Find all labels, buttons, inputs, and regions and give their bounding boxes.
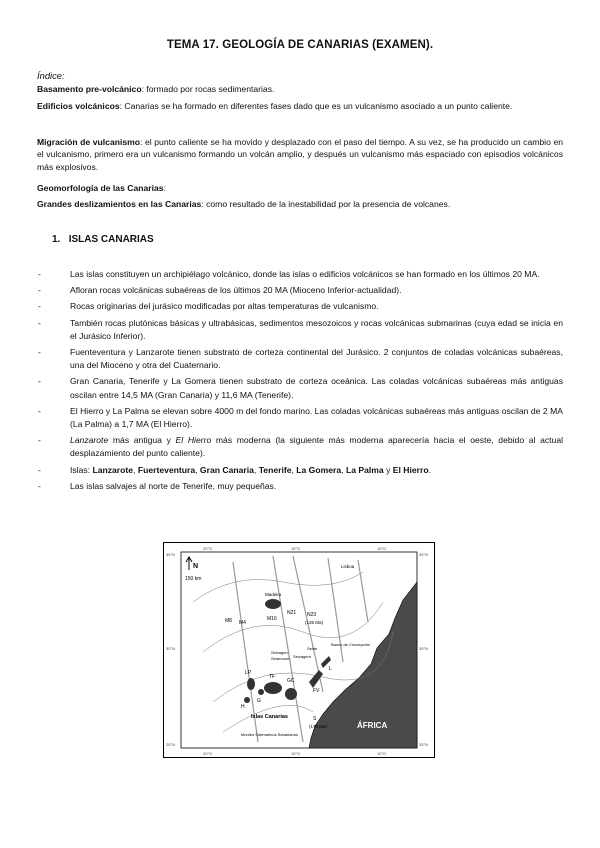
island-name: El Hierro xyxy=(392,464,429,475)
map-label: FV xyxy=(313,688,320,694)
madeira-island xyxy=(265,599,281,609)
map-label: Seamount xyxy=(271,656,290,661)
dash-marker: - xyxy=(38,464,41,475)
index-term: Grandes deslizamientos en las Canarias xyxy=(37,199,202,209)
index-term: Basamento pre-volcánico xyxy=(37,84,142,94)
map-label: Selvagen xyxy=(271,650,288,655)
index-term: Geomorfología de las Canarias xyxy=(37,183,164,193)
separator: , xyxy=(195,464,200,475)
lat-label: 30°N xyxy=(419,646,428,651)
island-gran-canaria xyxy=(285,688,297,700)
scale-label: 150 km xyxy=(185,576,202,582)
list-item xyxy=(37,284,563,297)
index-term: Edificios volcánicos xyxy=(37,101,120,111)
list-item-text: El Hierro y La Palma se elevan sobre 4000 m del fondo marino. Las coladas volcánicas subaéreas más antiguas oscilan de 2 MA (La Palma) a 1,7 MA (El Hierro). xyxy=(70,405,563,430)
map-label: Banco de Concepción xyxy=(331,642,371,647)
map-label: Selvagem xyxy=(293,654,311,659)
list-item xyxy=(37,375,563,401)
index-text: : formado por rocas sedimentarias. xyxy=(141,84,275,94)
list-item-text: más antigua y xyxy=(108,435,176,446)
list-item xyxy=(37,464,563,477)
africa-label: ÁFRICA xyxy=(357,721,388,730)
dash-marker: - xyxy=(38,301,41,312)
montes-label: Montes Submarinos Saharianos xyxy=(241,732,298,737)
dash-marker: - xyxy=(38,347,41,358)
island-name: Lanzarote xyxy=(70,435,109,446)
map-label: Lisboa xyxy=(341,564,355,569)
list-item xyxy=(37,317,563,343)
island-el-hierro xyxy=(244,697,250,703)
index-text: : Canarias se ha formado en diferentes fases dado que es un vulcanismo asociado a un punto caliente. xyxy=(119,101,513,111)
map-label: (135 Ma) xyxy=(305,620,324,625)
map-label: Madeira xyxy=(265,592,282,597)
separator: , xyxy=(341,464,346,475)
list-item xyxy=(37,434,563,460)
island-la-palma xyxy=(247,678,255,690)
index-item-migracion xyxy=(37,136,563,173)
map-label: S xyxy=(313,716,317,722)
section-title: ISLAS CANARIAS xyxy=(68,234,154,245)
map-label: L xyxy=(329,666,332,672)
index-label-text: Índice: xyxy=(37,70,65,81)
map-label: H xyxy=(241,704,245,710)
list-item-text: más moderna (la siguiente más moderna aparecería hacia el oeste, debido al actual desplazamiento del punto caliente). xyxy=(70,435,564,459)
dash-marker: - xyxy=(38,376,41,387)
index-text: : como resultado de la inestabilidad por la presencia de volcanes. xyxy=(201,199,451,209)
island-name: Gran Canaria xyxy=(199,464,254,475)
separator: , xyxy=(291,464,297,475)
island-tenerife xyxy=(264,682,282,694)
lon-label: 10°O xyxy=(377,546,387,551)
index-item-deslizamientos xyxy=(37,198,563,210)
page-title: TEMA 17. GEOLOGÍA DE CANARIAS (EXAMEN). xyxy=(166,39,434,51)
dash-marker: - xyxy=(38,405,41,416)
islas-canarias-label: Islas Canarias xyxy=(251,714,288,720)
island-name: La Gomera xyxy=(296,464,342,475)
separator: . xyxy=(428,464,431,475)
lon-label: 20°O xyxy=(203,546,213,551)
map-label: LP xyxy=(245,670,252,676)
index-item-basamento xyxy=(37,83,563,95)
index-text: : xyxy=(163,183,166,193)
lon-label: 15°O xyxy=(291,751,301,756)
dash-marker: - xyxy=(38,285,41,296)
lat-label: 35°N xyxy=(166,552,175,557)
index-text: : el punto caliente se ha movido y desplazado con el paso del tiempo. A su vez, se ha producido un cambio en el vulcanismo, primero era un vulcanismo formando un volcán amplio, y después un vulcanismo más espaciado con episodios volcánicos más explosivos. xyxy=(37,137,564,172)
map-label: N21 xyxy=(287,610,297,616)
map-label: (176 Ma) xyxy=(309,724,328,729)
island-name: Fuerteventura xyxy=(137,464,196,475)
island-name: Lanzarote xyxy=(92,464,134,475)
list-item xyxy=(37,346,563,372)
separator: , xyxy=(253,464,259,475)
island-name: La Palma xyxy=(345,464,384,475)
separator: y xyxy=(383,464,393,475)
dash-marker: - xyxy=(38,317,41,328)
map-label: M8 xyxy=(225,618,232,624)
separator: , xyxy=(133,464,138,475)
map-label: GC xyxy=(287,678,295,684)
index-item-edificios xyxy=(37,100,563,112)
map-label: G xyxy=(257,698,261,704)
map-label: N23 xyxy=(307,612,317,618)
island-la-gomera xyxy=(258,689,264,695)
island-name: El Hierro xyxy=(175,435,212,446)
lon-label: 20°O xyxy=(203,751,213,756)
lat-label: 35°N xyxy=(419,552,428,557)
island-name: Tenerife xyxy=(258,464,292,475)
list-item xyxy=(37,405,563,431)
list-item-text: También rocas plutónicas básicas y ultrabásicas, sedimentos mesozoicos y rocas volcánicas submarinas (cuya edad se inicia en el Jurásico Inferior). xyxy=(70,317,563,341)
bullet-list xyxy=(37,268,563,496)
north-label: N xyxy=(193,563,199,570)
list-item-text: Gran Canaria, Tenerife y La Gomera tienen substrato de corteza oceánica. Las coladas volcánicas subaéreas más antiguas oscilan entre 14,5 MA (Gran Canaria) y 11,6 MA (Tenerife). xyxy=(70,376,563,400)
index-label xyxy=(37,70,563,82)
lon-label: 10°O xyxy=(377,751,387,756)
lon-label: 15°O xyxy=(291,546,301,551)
list-item-text: Islas: xyxy=(70,464,93,475)
lat-label: 25°N xyxy=(419,742,428,747)
section-heading xyxy=(52,234,154,245)
list-item-text: Rocas originarias del jurásico modificadas por altas temperaturas de vulcanismo. xyxy=(70,301,379,312)
lat-label: 25°N xyxy=(166,742,175,747)
list-item xyxy=(37,480,563,493)
list-item-text: Las islas salvajes al norte de Tenerife, muy pequeñas. xyxy=(70,480,277,491)
index-item-geomorfologia xyxy=(37,182,563,194)
map-label: TF xyxy=(269,674,276,680)
list-item-text: Afloran rocas volcánicas subaéreas de los últimos 20 MA (Mioceno Inferior-actualidad). xyxy=(70,285,402,296)
map-label: Seine xyxy=(307,646,318,651)
list-item-text: Fuenteventura y Lanzarote tienen substrato de corteza continental del Jurásico. 2 conjuntos de coladas volcánicas subaéreas, una del Mioceno y otra del Cuaternario. xyxy=(70,347,563,371)
map-label: M16 xyxy=(267,616,277,622)
map-label: M4 xyxy=(239,620,246,626)
list-item xyxy=(37,300,563,313)
index-term: Migración de vulcanismo xyxy=(37,137,141,147)
list-item-text: Las islas constituyen un archipiélago volcánico, donde las islas o edificios volcánicos se han formado en los últimos 20 MA. xyxy=(70,269,540,279)
list-item xyxy=(37,268,563,281)
lat-label: 30°N xyxy=(166,646,175,651)
canary-islands-map xyxy=(163,542,435,758)
dash-marker: - xyxy=(38,269,41,279)
section-number: 1. xyxy=(52,234,61,245)
dash-marker: - xyxy=(38,435,41,446)
dash-marker: - xyxy=(38,480,41,491)
